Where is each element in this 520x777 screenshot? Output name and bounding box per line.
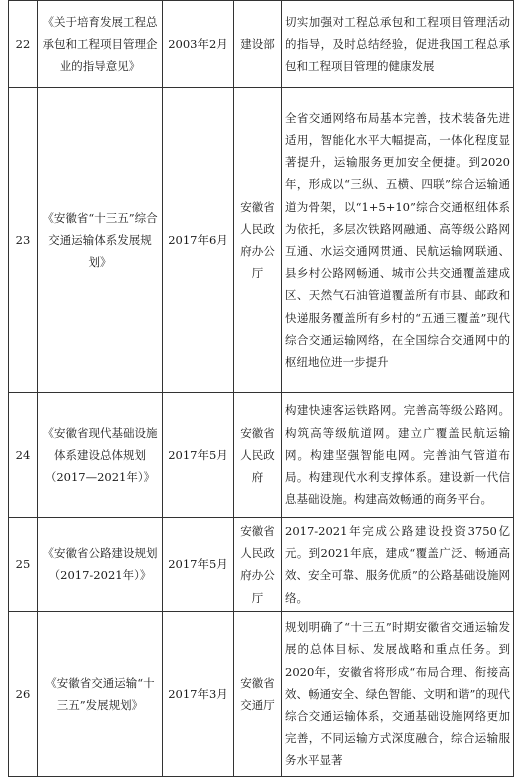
row-number: 24 (9, 393, 38, 518)
issuing-department: 安徽省交通厅 (234, 611, 282, 776)
issue-date: 2017年6月 (163, 88, 234, 393)
policy-content: 全省交通网络布局基本完善，技术装备先进适用，智能化水平大幅提高，一体化程度显著提升，运输服务更加安全便捷。到2020年，形成以“三纵、五横、四联”综合运输通道为骨架，以“1+5+10”综合交通枢纽体系为依托，多层次铁路网融通、高等级公路网互通、水运交通网贯通、民航运输网联通、县乡村公路网畅通、城市公共交通覆盖建成区、天然气石油管道覆盖所有市县、邮政和快递服务覆盖所有乡村的“五通三覆盖”现代综合交通运输网络，在全国综合交通网中的枢纽地位进一步提升 (282, 88, 514, 393)
issue-date: 2017年5月 (163, 518, 234, 612)
table-row (9, 518, 514, 612)
issue-date: 2017年5月 (163, 393, 234, 518)
policy-name: 《安徽省公路建设规划（2017-2021年）》 (38, 518, 163, 612)
table-row (9, 611, 514, 776)
table-row (9, 88, 514, 393)
issue-date: 2003年2月 (163, 1, 234, 88)
row-number: 26 (9, 611, 38, 776)
issuing-department: 建设部 (234, 1, 282, 88)
policy-name: 《安徽省“十三五”综合交通运输体系发展规划》 (38, 88, 163, 393)
policy-name: 《安徽省交通运输“十三五”发展规划》 (38, 611, 163, 776)
table-row (9, 1, 514, 88)
policy-name: 《关于培育发展工程总承包和工程项目管理企业的指导意见》 (38, 1, 163, 88)
policy-content: 切实加强对工程总承包和工程项目管理活动的指导，及时总结经验，促进我国工程总承包和工程项目管理的健康发展 (282, 1, 514, 88)
issue-date: 2017年3月 (163, 611, 234, 776)
policy-table (8, 0, 514, 777)
row-number: 23 (9, 88, 38, 393)
issuing-department: 安徽省人民政府办公厅 (234, 88, 282, 393)
row-number: 25 (9, 518, 38, 612)
policy-content: 2017-2021年完成公路建设投资3750亿元。到2021年底，建成“覆盖广泛、畅通高效、安全可靠、服务优质”的公路基础设施网络。 (282, 518, 514, 612)
table-row (9, 393, 514, 518)
policy-content: 构建快速客运铁路网。完善高等级公路网。构筑高等级航道网。建立广覆盖民航运输网。构建坚强智能电网。完善油气管道布局。构建现代水利支撑体系。建设新一代信息基础设施。构建高效畅通的商务平台。 (282, 393, 514, 518)
row-number: 22 (9, 1, 38, 88)
issuing-department: 安徽省人民政府 (234, 393, 282, 518)
policy-content: 规划明确了“十三五”时期安徽省交通运输发展的总体目标、发展战略和重点任务。到2020年，安徽省将形成“布局合理、衔接高效、畅通安全、绿色智能、文明和谐”的现代综合交通运输体系，交通基础设施网络更加完善，不同运输方式深度融合，综合运输服务水平显著 (282, 611, 514, 776)
policy-name: 《安徽省现代基础设施体系建设总体规划（2017—2021年）》 (38, 393, 163, 518)
issuing-department: 安徽省人民政府办公厅 (234, 518, 282, 612)
